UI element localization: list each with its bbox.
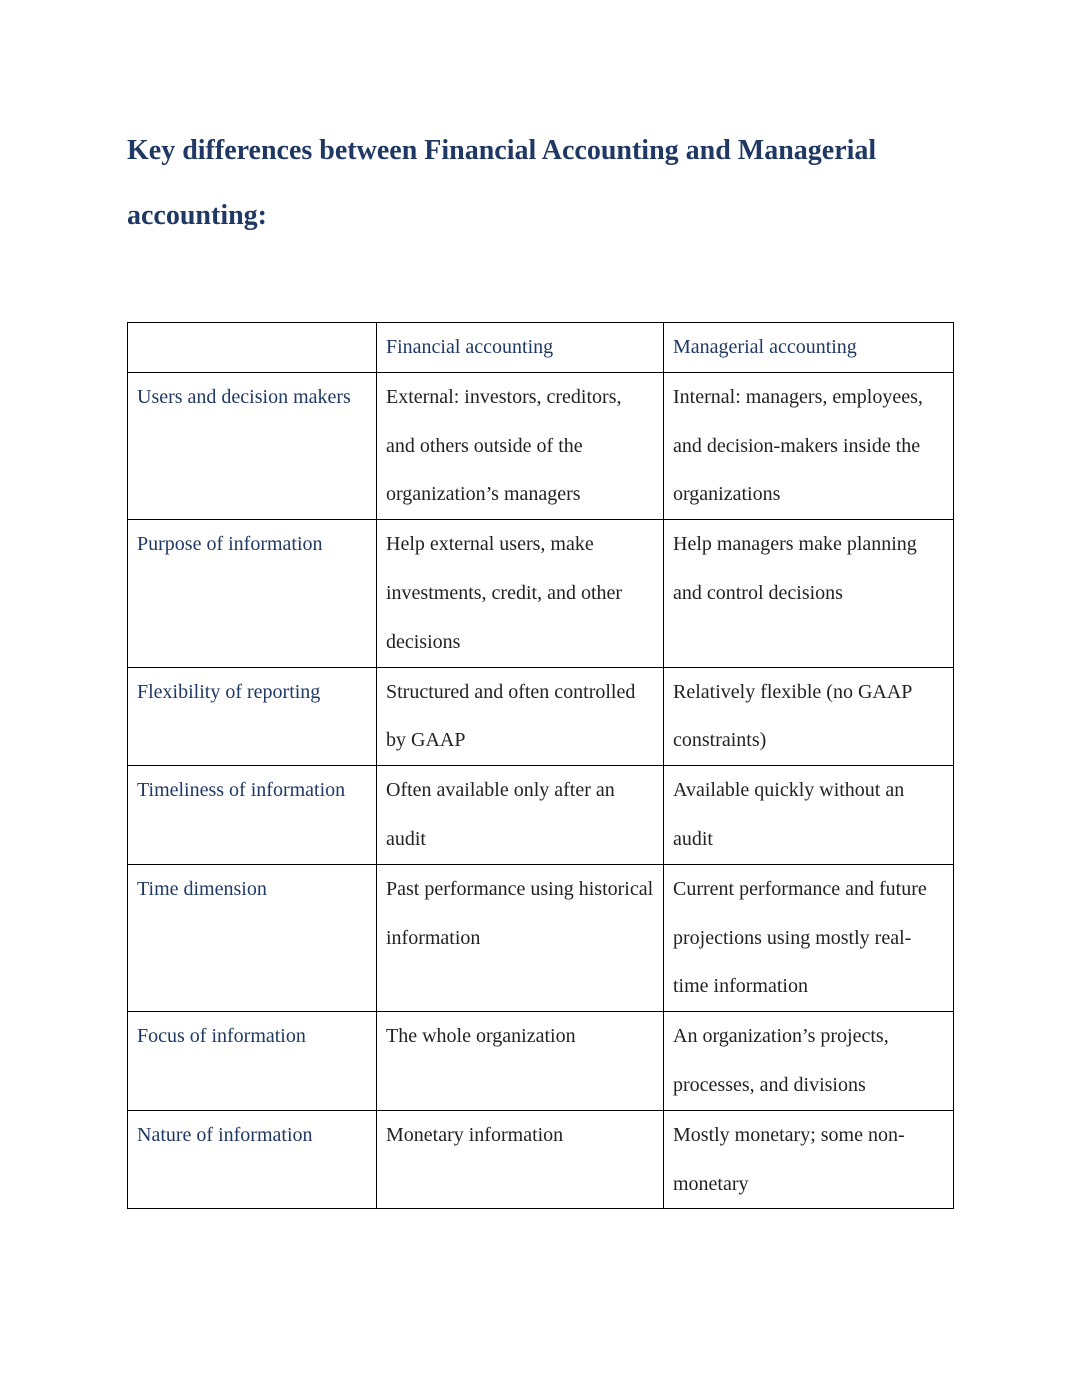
table-row [128, 1012, 954, 1111]
managerial-cell: Mostly monetary; some non-monetary [664, 1110, 954, 1209]
table-row [128, 1110, 954, 1209]
financial-cell: Past performance using historical information [377, 864, 664, 1011]
financial-cell: External: investors, creditors, and others outside of the organization’s managers [377, 372, 664, 519]
financial-cell: Often available only after an audit [377, 766, 664, 865]
managerial-cell: Internal: managers, employees, and decision-makers inside the organizations [664, 372, 954, 519]
document-title: Key differences between Financial Accounting and Managerial accounting: [127, 135, 877, 231]
managerial-cell: Help managers make planning and control decisions [664, 520, 954, 667]
row-label: Timeliness of information [128, 766, 377, 865]
row-label: Flexibility of reporting [128, 667, 377, 766]
table-row [128, 520, 954, 667]
table-header-row [128, 323, 954, 373]
financial-cell: Structured and often controlled by GAAP [377, 667, 664, 766]
financial-cell: Monetary information [377, 1110, 664, 1209]
managerial-cell: Available quickly without an audit [664, 766, 954, 865]
managerial-cell: Current performance and future projections using mostly real-time information [664, 864, 954, 1011]
financial-cell: Help external users, make investments, credit, and other decisions [377, 520, 664, 667]
row-label: Focus of information [128, 1012, 377, 1111]
row-label: Nature of information [128, 1110, 377, 1209]
managerial-cell: Relatively flexible (no GAAP constraints) [664, 667, 954, 766]
header-financial-accounting: Financial accounting [377, 323, 664, 373]
financial-cell: The whole organization [377, 1012, 664, 1111]
row-label: Purpose of information [128, 520, 377, 667]
table-row [128, 864, 954, 1011]
table-row [128, 766, 954, 865]
row-label: Time dimension [128, 864, 377, 1011]
header-managerial-accounting: Managerial accounting [664, 323, 954, 373]
table-row [128, 372, 954, 519]
managerial-cell: An organization’s projects, processes, and divisions [664, 1012, 954, 1111]
table-row [128, 667, 954, 766]
header-cell-empty [128, 323, 377, 373]
comparison-table [127, 322, 954, 1209]
row-label: Users and decision makers [128, 372, 377, 519]
